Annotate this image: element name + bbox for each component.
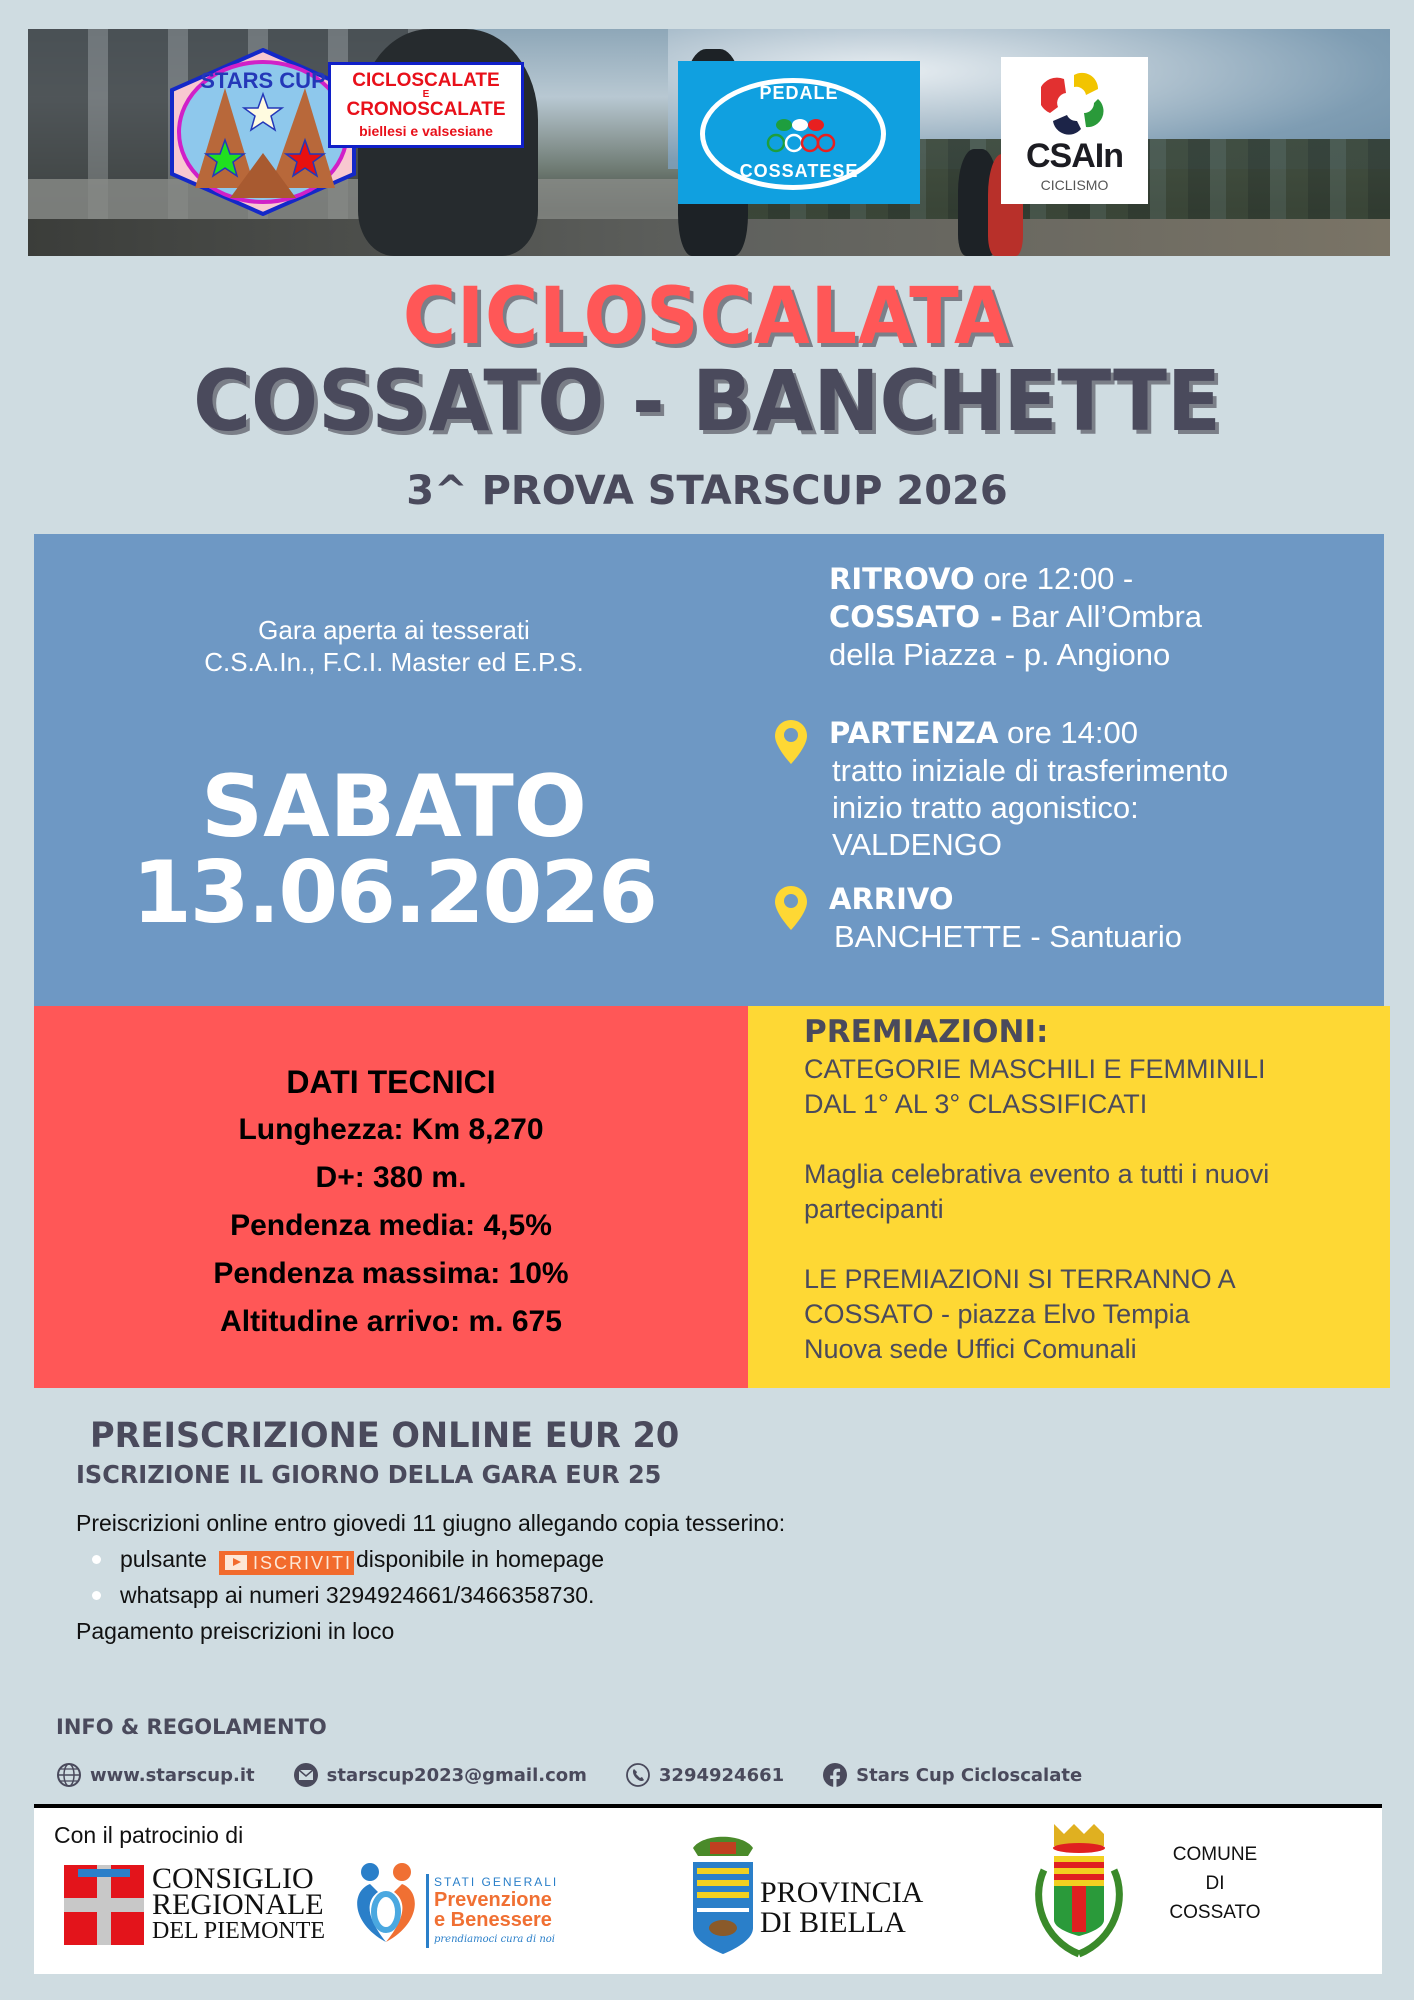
- registration-method: [76, 1541, 976, 1577]
- phone-icon: [625, 1762, 651, 1788]
- provincia-text: [760, 1878, 923, 1938]
- technical-row: D+: 380 m.: [315, 1161, 467, 1194]
- email-icon: [293, 1762, 319, 1788]
- provincia-line: PROVINCIA: [760, 1876, 924, 1909]
- logo-line: CRONOSCALATE: [346, 99, 506, 120]
- biella-coat-of-arms-icon: [688, 1828, 758, 1958]
- bullet-text: disponibile in homepage: [355, 1546, 605, 1572]
- payment-note: Pagamento preiscrizioni in loco: [76, 1618, 395, 1644]
- stars-cup-title: STARS CUP: [200, 68, 326, 93]
- eligibility-line: Gara aperta ai tesserati: [258, 615, 530, 645]
- awards-text: [804, 1012, 1374, 1367]
- crp-line: CONSIGLIO: [152, 1862, 314, 1895]
- csain-name: CSAIn: [1026, 137, 1123, 175]
- ritrovo-label: RITROVO: [829, 562, 975, 596]
- awards-line: COSSATO - piazza Elvo Tempia: [804, 1299, 1190, 1329]
- cyclists-icon: [764, 113, 836, 153]
- facebook-icon: [822, 1762, 848, 1788]
- technical-row: Pendenza massima: 10%: [213, 1257, 569, 1290]
- registration-details: [76, 1505, 976, 1649]
- provincia-biella-logo: [688, 1828, 924, 1958]
- comune-line: COSSATO: [1169, 1902, 1261, 1923]
- ritrovo-town: COSSATO -: [829, 600, 1003, 634]
- csain-logo: [1001, 57, 1148, 204]
- stati-generali-logo: [348, 1862, 588, 1952]
- logo-line: E: [422, 89, 430, 100]
- consiglio-regionale-logo: [64, 1865, 144, 1945]
- website-link[interactable]: [56, 1762, 255, 1788]
- heart-people-icon: [348, 1862, 424, 1946]
- comune-line: DI: [1205, 1873, 1225, 1894]
- arrivo-label: ARRIVO: [829, 882, 954, 916]
- eligibility-line: C.S.A.In., F.C.I. Master ed E.P.S.: [204, 647, 584, 677]
- technical-row: Lunghezza: Km 8,270: [238, 1113, 544, 1146]
- awards-line: DAL 1° AL 3° CLASSIFICATI: [804, 1089, 1148, 1119]
- technical-heading: DATI TECNICI: [286, 1064, 496, 1100]
- awards-line: Maglia celebrativa evento a tutti i nuovi: [804, 1159, 1270, 1189]
- globe-icon: [56, 1762, 82, 1788]
- ritrovo-item: [829, 560, 1202, 673]
- sg-tagline: prendiamoci cura di noi: [434, 1934, 555, 1945]
- csain-swirl-icon: [1041, 69, 1107, 135]
- cossato-coat-of-arms-icon: [1024, 1820, 1134, 1960]
- race-day-price-heading: ISCRIZIONE IL GIORNO DELLA GARA EUR 25: [76, 1460, 662, 1489]
- partenza-time: ore 14:00: [998, 715, 1139, 750]
- technical-data: [34, 1058, 748, 1346]
- website-text: www.starscup.it: [90, 1764, 255, 1786]
- logo-text-bottom: COSSATESE: [739, 161, 859, 181]
- event-date: 13.06.2026: [131, 843, 657, 943]
- facebook-link[interactable]: [822, 1762, 1082, 1788]
- play-icon: [225, 1555, 247, 1570]
- ritrovo-time: ore 12:00 -: [974, 561, 1134, 596]
- ritrovo-place-2: della Piazza - p. Angiono: [829, 637, 1171, 672]
- online-price-heading: PREISCRIZIONE ONLINE EUR 20: [90, 1416, 680, 1456]
- registration-method: [76, 1577, 976, 1613]
- registration-methods: [76, 1541, 976, 1613]
- eligibility-text: [94, 614, 694, 678]
- registration-intro: Preiscrizioni online entro giovedi 11 giugno allegando copia tesserino:: [76, 1510, 786, 1536]
- event-day: SABATO: [201, 757, 587, 857]
- map-pin-icon: [775, 886, 807, 930]
- patronage-label: Con il patrocinio di: [54, 1822, 244, 1848]
- consiglio-regionale-text: [152, 1862, 326, 1944]
- iscriviti-label: ISCRIVITI: [252, 1552, 352, 1573]
- awards-line: Nuova sede Uffici Comunali: [804, 1334, 1137, 1364]
- iscriviti-button[interactable]: [219, 1551, 354, 1575]
- arrivo-item: [829, 880, 1182, 955]
- event-type-title: CICLOSCALATA: [402, 272, 1012, 362]
- csain-sub: CICLISMO: [1040, 177, 1109, 193]
- logo-text-top: PEDALE: [759, 83, 839, 103]
- schedule-panel: [34, 534, 1384, 1006]
- stage-subtitle: 3^ PROVA STARSCUP 2026: [406, 468, 1008, 514]
- technical-row: Altitudine arrivo: m. 675: [220, 1305, 562, 1338]
- crp-line: DEL PIEMONTE: [152, 1918, 326, 1944]
- map-pin-icon: [775, 720, 807, 764]
- awards-line: LE PREMIAZIONI SI TERRANNO A: [804, 1264, 1236, 1294]
- awards-heading: PREMIAZIONI:: [804, 1014, 1049, 1050]
- pedale-cossatese-logo: [678, 61, 920, 204]
- awards-line: partecipanti: [804, 1194, 944, 1224]
- partenza-item: [829, 714, 1228, 863]
- info-heading: INFO & REGOLAMENTO: [56, 1715, 327, 1739]
- email-link[interactable]: [293, 1762, 587, 1788]
- ritrovo-place: Bar All’Ombra: [1002, 599, 1203, 634]
- partenza-line: VALDENGO: [832, 827, 1002, 862]
- crp-line: REGIONALE: [152, 1888, 324, 1921]
- phone-link[interactable]: [625, 1762, 784, 1788]
- contact-bar: [56, 1760, 1120, 1790]
- arrivo-place: BANCHETTE - Santuario: [834, 919, 1182, 954]
- comune-cossato-text: [1160, 1840, 1270, 1927]
- sg-line: STATI GENERALI: [434, 1875, 559, 1889]
- awards-line: CATEGORIE MASCHILI E FEMMINILI: [804, 1054, 1266, 1084]
- email-text: starscup2023@gmail.com: [326, 1764, 587, 1786]
- logo-line: CICLOSCALATE: [352, 70, 500, 91]
- comune-line: COMUNE: [1172, 1844, 1258, 1865]
- sg-line: Prevenzione e Benessere: [434, 1889, 552, 1931]
- bullet-text: pulsante: [120, 1546, 207, 1572]
- technical-row: Pendenza media: 4,5%: [230, 1209, 552, 1242]
- partenza-label: PARTENZA: [829, 716, 999, 750]
- sponsors-section: [34, 1808, 1382, 1974]
- cicloscalate-logo: [328, 62, 524, 148]
- provincia-line: DI BIELLA: [760, 1906, 906, 1939]
- phone-text: 3294924661: [658, 1764, 785, 1786]
- technical-data-panel: [34, 1006, 748, 1388]
- bullet-text: whatsapp ai numeri 3294924661/3466358730.: [120, 1582, 595, 1608]
- logo-line: biellesi e valsesiane: [359, 123, 493, 139]
- route-title: COSSATO - BANCHETTE: [193, 352, 1221, 450]
- partenza-line: tratto iniziale di trasferimento: [832, 753, 1229, 788]
- partenza-line: inizio tratto agonistico:: [832, 790, 1139, 825]
- awards-panel: [748, 1006, 1390, 1388]
- facebook-text: Stars Cup Cicloscalate: [856, 1764, 1083, 1786]
